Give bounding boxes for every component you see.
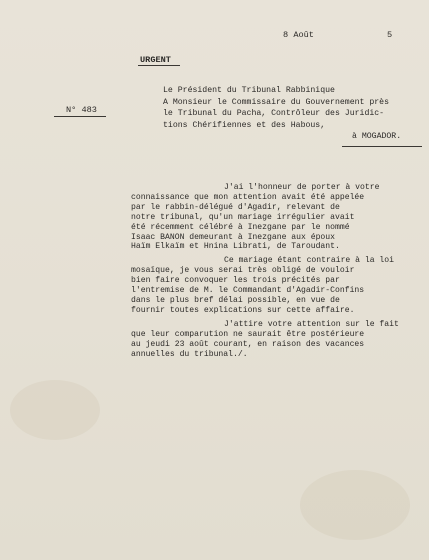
paper-stain	[10, 380, 100, 440]
body-line: Haïm Elkaïm et Hnina Librati, de Taroudant.	[131, 242, 340, 252]
destination-underline	[342, 146, 422, 147]
letter-body	[131, 183, 423, 363]
body-line: annuelles du tribunal./.	[131, 349, 248, 359]
body-line: J'attire votre attention sur le fait	[224, 319, 399, 329]
paragraph	[131, 256, 423, 315]
body-line: mosaïque, je vous serai très obligé de vouloir	[131, 266, 355, 276]
letter-date: 8 Août	[283, 30, 314, 40]
address-destination: à MOGADOR.	[352, 132, 402, 142]
body-line: notre tribunal, qu'un mariage irrégulier avait	[131, 212, 355, 222]
body-line: Isaac BANON demeurant à Inezgane aux époux	[131, 232, 335, 242]
body-line: connaissance que mon attention avait été appelée	[131, 192, 365, 202]
address-line: tions Chérifiennes et des Habous,	[163, 120, 326, 130]
reference-number: N° 483	[66, 105, 97, 115]
body-line: J'ai l'honneur de porter à votre	[224, 183, 380, 192]
paper-stain	[300, 470, 410, 540]
address-line: le Tribunal du Pacha, Contrôleur des Juridic-	[163, 109, 385, 119]
address-line: A Monsieur le Commissaire du Gouvernement près	[163, 97, 390, 107]
body-line: bien faire convoquer les trois précités par	[131, 276, 340, 286]
body-line: fournir toutes explications sur cette affaire.	[131, 305, 355, 315]
address-line: Le Président du Tribunal Rabbinique	[163, 86, 335, 95]
body-line: Ce mariage étant contraire à la loi	[224, 256, 394, 266]
body-line: été récemment célébré à Inezgane par le nommé	[131, 222, 350, 232]
address-block	[163, 85, 401, 143]
reference-underline	[54, 116, 106, 117]
urgent-label: URGENT	[140, 55, 171, 65]
body-line: dans le plus bref délai possible, en vue de	[131, 295, 340, 305]
body-line: l'entremise de M. le Commandant d'Agadir-Confins	[131, 286, 365, 296]
urgent-underline	[138, 65, 180, 66]
body-line: que leur comparution ne saurait être postérieure	[131, 329, 365, 339]
paragraph	[131, 320, 423, 360]
body-line: au jeudi 23 août courant, en raison des vacances	[131, 339, 365, 349]
body-line: par le rabbin-délégué d'Agadir, relevant de	[131, 202, 340, 212]
paragraph	[131, 183, 423, 252]
page-number: 5	[387, 30, 393, 40]
